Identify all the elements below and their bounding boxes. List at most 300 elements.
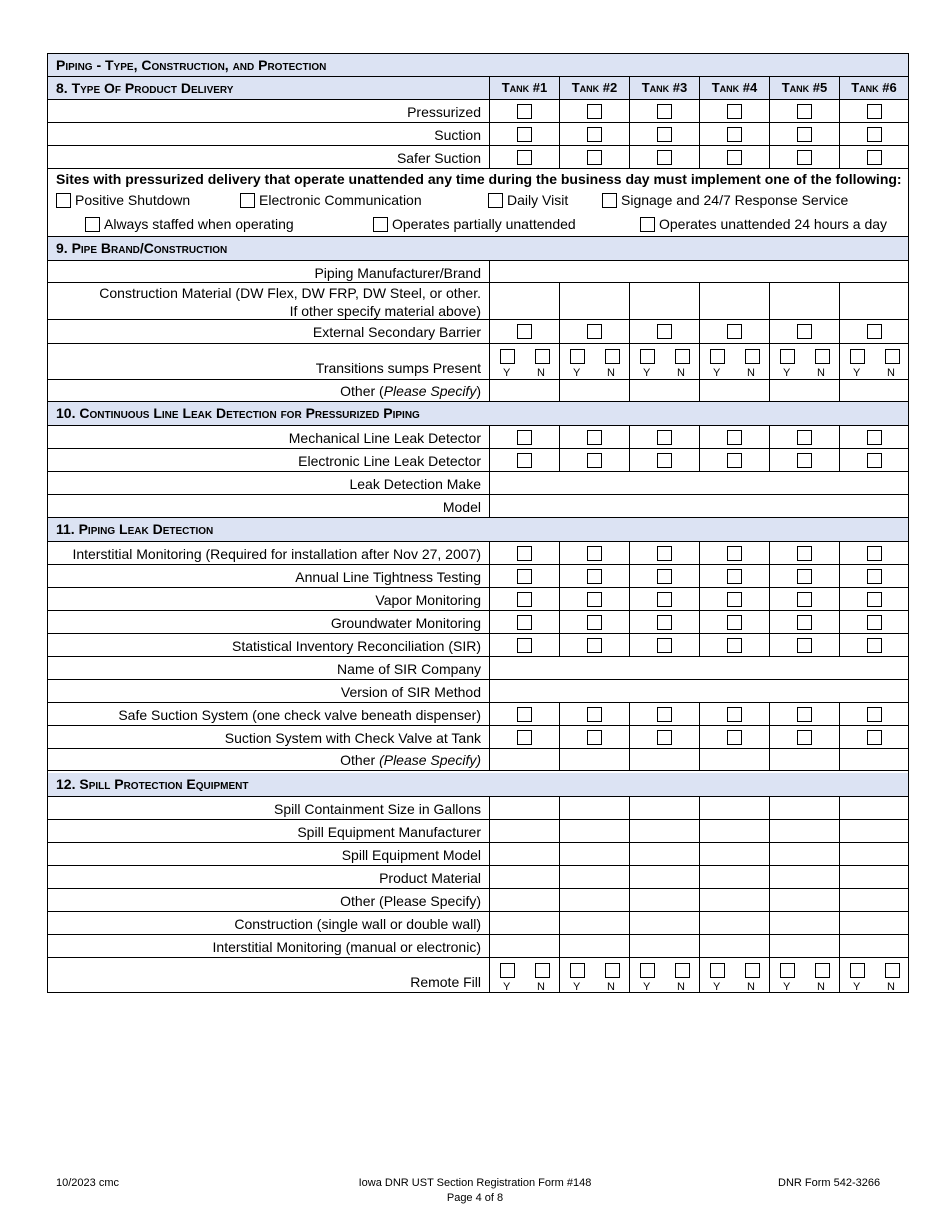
remote-fill-tank-1-no-checkbox[interactable] <box>535 963 550 978</box>
yes-label: Y <box>573 981 581 993</box>
groundwater-monitoring-tank-2-checkbox[interactable] <box>587 615 602 630</box>
positive-shutdown-checkbox[interactable] <box>56 193 71 208</box>
electronic-communication-option[interactable] <box>240 192 422 208</box>
section-11-header-title: 11. Piping Leak Detection <box>56 521 214 537</box>
unattended-24-hours-checkbox[interactable] <box>640 217 655 232</box>
leak-detection-other-italic: (Please Specify) <box>379 752 481 768</box>
spill-containment-size-tank-1-field[interactable] <box>489 797 559 819</box>
annual-line-tightness-tank-5-checkbox[interactable] <box>797 569 812 584</box>
signage-response-service-option[interactable] <box>602 192 848 208</box>
mechanical-lld-tank-4-checkbox[interactable] <box>727 430 742 445</box>
tank-5-cell <box>769 542 839 564</box>
vapor-monitoring-tank-4-checkbox[interactable] <box>727 592 742 607</box>
tank-3-cell <box>629 146 699 168</box>
tank-4-cell <box>699 634 769 656</box>
safer-suction-tank-3-checkbox[interactable] <box>657 150 672 165</box>
remote-fill-tank-5-yes-checkbox[interactable] <box>780 963 795 978</box>
construction-material-tank-1-field[interactable] <box>489 283 559 319</box>
pipe-other-tank-5-field[interactable] <box>769 380 839 401</box>
row-remote-fill <box>48 958 908 993</box>
footer-form-number: DNR Form 542-3266 <box>778 1177 881 1189</box>
electronic-lld-tank-1-checkbox[interactable] <box>517 453 532 468</box>
spill-containment-size-tank-6-field[interactable] <box>839 797 908 819</box>
unattended-options <box>48 169 908 237</box>
external-secondary-barrier-tank-6-checkbox[interactable] <box>867 324 882 339</box>
safer-suction-tank-6-checkbox[interactable] <box>867 150 882 165</box>
tank-cells <box>489 657 908 679</box>
remote-fill-tank-3-no-checkbox[interactable] <box>675 963 690 978</box>
spill-manufacturer-tank-5-field[interactable] <box>769 820 839 842</box>
sir-tank-4-checkbox[interactable] <box>727 638 742 653</box>
tank-3-cell <box>629 320 699 343</box>
annual-line-tightness-tank-1-checkbox[interactable] <box>517 569 532 584</box>
transition-sumps-tank-2-no-checkbox[interactable] <box>605 349 620 364</box>
vapor-monitoring-tank-6-checkbox[interactable] <box>867 592 882 607</box>
tank-4-cell <box>699 611 769 633</box>
construction-material-tank-3-field[interactable] <box>629 283 699 319</box>
suction-check-valve-tank-1-checkbox[interactable] <box>517 730 532 745</box>
suction-check-valve-tank-5-checkbox[interactable] <box>797 730 812 745</box>
row-spill-interstitial-monitoring <box>48 935 908 958</box>
sir-version-field[interactable] <box>489 680 908 702</box>
remote-fill-label: Remote Fill <box>410 974 481 990</box>
remote-fill-tank-4-yes-checkbox[interactable] <box>710 963 725 978</box>
spill-construction-label: Construction (single wall or double wall) <box>234 916 481 932</box>
transition-sumps-tank-6-no-checkbox[interactable] <box>885 349 900 364</box>
row-piping-manufacturer <box>48 260 908 283</box>
always-staffed-label: Always staffed when operating <box>104 216 294 232</box>
groundwater-monitoring-tank-1-checkbox[interactable] <box>517 615 532 630</box>
always-staffed-option[interactable] <box>85 216 294 232</box>
mechanical-lld-tank-3-checkbox[interactable] <box>657 430 672 445</box>
product-material-tank-6-field[interactable] <box>839 866 908 888</box>
row-vapor-monitoring <box>48 588 908 611</box>
spill-manufacturer-tank-1-field[interactable] <box>489 820 559 842</box>
annual-line-tightness-tank-3-checkbox[interactable] <box>657 569 672 584</box>
spill-other-tank-1-field[interactable] <box>489 889 559 911</box>
transition-sumps-label: Transitions sumps Present <box>315 360 481 376</box>
remote-fill-tank-5-no-checkbox[interactable] <box>815 963 830 978</box>
leak-detection-other-tank-4-field[interactable] <box>699 749 769 770</box>
unattended-24-hours-option[interactable] <box>640 216 887 232</box>
leak-detection-model-field[interactable] <box>489 495 908 517</box>
spill-construction-tank-6-field[interactable] <box>839 912 908 934</box>
section-header-title: Piping - Type, Construction, and Protection <box>56 57 327 73</box>
spill-other-tank-5-field[interactable] <box>769 889 839 911</box>
suction-tank-3-checkbox[interactable] <box>657 127 672 142</box>
tank-1-cell <box>489 726 559 748</box>
tank-cells <box>489 726 908 748</box>
product-material-tank-4-field[interactable] <box>699 866 769 888</box>
spill-containment-size-tank-2-field[interactable] <box>559 797 629 819</box>
safe-suction-system-tank-2-checkbox[interactable] <box>587 707 602 722</box>
suction-tank-4-checkbox[interactable] <box>727 127 742 142</box>
construction-material-tank-5-field[interactable] <box>769 283 839 319</box>
tank-4-cell <box>699 958 769 993</box>
spill-construction-tank-3-field[interactable] <box>629 912 699 934</box>
tank-5-header: Tank #5 <box>769 77 839 99</box>
annual-line-tightness-tank-4-checkbox[interactable] <box>727 569 742 584</box>
mechanical-lld-tank-6-checkbox[interactable] <box>867 430 882 445</box>
transition-sumps-tank-5-yes-checkbox[interactable] <box>780 349 795 364</box>
yes-label: Y <box>853 981 861 993</box>
pressurized-tank-3-checkbox[interactable] <box>657 104 672 119</box>
pressurized-tank-6-checkbox[interactable] <box>867 104 882 119</box>
tank-cells <box>489 889 908 911</box>
yes-label: Y <box>783 981 791 993</box>
interstitial-monitoring-tank-1-checkbox[interactable] <box>517 546 532 561</box>
no-label: N <box>747 367 755 379</box>
safer-suction-tank-5-checkbox[interactable] <box>797 150 812 165</box>
spill-model-tank-6-field[interactable] <box>839 843 908 865</box>
transition-sumps-tank-3-no-checkbox[interactable] <box>675 349 690 364</box>
row-interstitial-monitoring <box>48 542 908 565</box>
tank-cells <box>489 123 908 145</box>
spill-interstitial-monitoring-tank-6-field[interactable] <box>839 935 908 957</box>
spill-containment-size-tank-5-field[interactable] <box>769 797 839 819</box>
tank-3-cell <box>629 958 699 993</box>
electronic-lld-tank-2-checkbox[interactable] <box>587 453 602 468</box>
external-secondary-barrier-label: External Secondary Barrier <box>312 324 481 340</box>
daily-visit-checkbox[interactable] <box>488 193 503 208</box>
safer-suction-tank-1-checkbox[interactable] <box>517 150 532 165</box>
tank-4-cell <box>699 344 769 379</box>
interstitial-monitoring-label: Interstitial Monitoring (Required for installation after Nov 27, 2007) <box>72 546 481 562</box>
remote-fill-tank-2-no-checkbox[interactable] <box>605 963 620 978</box>
product-material-tank-5-field[interactable] <box>769 866 839 888</box>
yes-label: Y <box>643 367 651 379</box>
leak-detection-other-tank-3-field[interactable] <box>629 749 699 770</box>
tank-6-cell <box>839 100 908 122</box>
tank-cells <box>489 344 908 379</box>
pipe-other-tank-3-field[interactable] <box>629 380 699 401</box>
vapor-monitoring-tank-3-checkbox[interactable] <box>657 592 672 607</box>
pipe-other-tank-6-field[interactable] <box>839 380 908 401</box>
safe-suction-system-tank-4-checkbox[interactable] <box>727 707 742 722</box>
spill-model-tank-2-field[interactable] <box>559 843 629 865</box>
pipe-other-tank-4-field[interactable] <box>699 380 769 401</box>
suction-check-valve-tank-3-checkbox[interactable] <box>657 730 672 745</box>
sir-version-label: Version of SIR Method <box>340 684 481 700</box>
pressurized-tank-2-checkbox[interactable] <box>587 104 602 119</box>
interstitial-monitoring-tank-2-checkbox[interactable] <box>587 546 602 561</box>
no-label: N <box>537 981 545 993</box>
tank-2-cell <box>559 426 629 448</box>
spill-containment-size-label: Spill Containment Size in Gallons <box>274 801 481 817</box>
mechanical-lld-tank-5-checkbox[interactable] <box>797 430 812 445</box>
no-label: N <box>607 367 615 379</box>
transition-sumps-tank-1-yes-checkbox[interactable] <box>500 349 515 364</box>
spill-manufacturer-label: Spill Equipment Manufacturer <box>297 824 481 840</box>
groundwater-monitoring-tank-6-checkbox[interactable] <box>867 615 882 630</box>
safe-suction-system-tank-3-checkbox[interactable] <box>657 707 672 722</box>
annual-line-tightness-label: Annual Line Tightness Testing <box>295 569 481 585</box>
interstitial-monitoring-tank-3-checkbox[interactable] <box>657 546 672 561</box>
tank-6-cell <box>839 426 908 448</box>
row-safer-suction <box>48 146 908 169</box>
tank-4-cell <box>699 449 769 471</box>
spill-model-tank-1-field[interactable] <box>489 843 559 865</box>
construction-material-tank-2-field[interactable] <box>559 283 629 319</box>
tank-cells <box>489 426 908 448</box>
tank-1-cell <box>489 542 559 564</box>
suction-tank-2-checkbox[interactable] <box>587 127 602 142</box>
spill-interstitial-monitoring-tank-1-field[interactable] <box>489 935 559 957</box>
external-secondary-barrier-tank-1-checkbox[interactable] <box>517 324 532 339</box>
electronic-communication-checkbox[interactable] <box>240 193 255 208</box>
tank-2-cell <box>559 565 629 587</box>
product-material-tank-1-field[interactable] <box>489 866 559 888</box>
positive-shutdown-label: Positive Shutdown <box>75 192 191 208</box>
tank-5-cell <box>769 611 839 633</box>
transition-sumps-tank-3-yes-checkbox[interactable] <box>640 349 655 364</box>
suction-tank-6-checkbox[interactable] <box>867 127 882 142</box>
positive-shutdown-option[interactable] <box>56 192 190 208</box>
annual-line-tightness-tank-2-checkbox[interactable] <box>587 569 602 584</box>
external-secondary-barrier-tank-4-checkbox[interactable] <box>727 324 742 339</box>
pressurized-tank-1-checkbox[interactable] <box>517 104 532 119</box>
leak-detection-other-tank-5-field[interactable] <box>769 749 839 770</box>
spill-other-tank-4-field[interactable] <box>699 889 769 911</box>
tank-4-cell <box>699 542 769 564</box>
suction-tank-1-checkbox[interactable] <box>517 127 532 142</box>
spill-construction-tank-1-field[interactable] <box>489 912 559 934</box>
spill-interstitial-monitoring-tank-2-field[interactable] <box>559 935 629 957</box>
transition-sumps-tank-6-yes-checkbox[interactable] <box>850 349 865 364</box>
tank-6-cell <box>839 320 908 343</box>
section-11-header <box>48 518 908 542</box>
tank-6-cell <box>839 958 908 993</box>
footer-revision: 10/2023 cmc <box>56 1177 119 1189</box>
groundwater-monitoring-tank-5-checkbox[interactable] <box>797 615 812 630</box>
pressurized-tank-5-checkbox[interactable] <box>797 104 812 119</box>
piping-manufacturer-label: Piping Manufacturer/Brand <box>314 265 481 281</box>
spill-other-tank-3-field[interactable] <box>629 889 699 911</box>
remote-fill-tank-2-yes-checkbox[interactable] <box>570 963 585 978</box>
spill-interstitial-monitoring-tank-3-field[interactable] <box>629 935 699 957</box>
tank-3-cell <box>629 344 699 379</box>
construction-material-tank-4-field[interactable] <box>699 283 769 319</box>
leak-detection-other-tank-1-field[interactable] <box>489 749 559 770</box>
electronic-lld-tank-4-checkbox[interactable] <box>727 453 742 468</box>
product-material-tank-3-field[interactable] <box>629 866 699 888</box>
row-annual-line-tightness <box>48 565 908 588</box>
no-label: N <box>607 981 615 993</box>
sir-tank-6-checkbox[interactable] <box>867 638 882 653</box>
tank-1-cell <box>489 123 559 145</box>
tank-6-cell <box>839 449 908 471</box>
interstitial-monitoring-tank-6-checkbox[interactable] <box>867 546 882 561</box>
safe-suction-system-tank-1-checkbox[interactable] <box>517 707 532 722</box>
tank-6-cell <box>839 703 908 725</box>
electronic-lld-tank-6-checkbox[interactable] <box>867 453 882 468</box>
spill-model-tank-3-field[interactable] <box>629 843 699 865</box>
sir-tank-3-checkbox[interactable] <box>657 638 672 653</box>
tank-3-cell <box>629 449 699 471</box>
daily-visit-option[interactable] <box>488 192 568 208</box>
spill-interstitial-monitoring-label: Interstitial Monitoring (manual or electronic) <box>212 939 481 955</box>
tank-5-cell <box>769 588 839 610</box>
external-secondary-barrier-tank-2-checkbox[interactable] <box>587 324 602 339</box>
partially-unattended-option[interactable] <box>373 216 576 232</box>
tank-4-cell <box>699 588 769 610</box>
pressurized-label: Pressurized <box>407 104 481 120</box>
sir-tank-5-checkbox[interactable] <box>797 638 812 653</box>
spill-manufacturer-tank-2-field[interactable] <box>559 820 629 842</box>
spill-containment-size-tank-4-field[interactable] <box>699 797 769 819</box>
yes-label: Y <box>503 367 511 379</box>
tank-4-header: Tank #4 <box>699 77 769 99</box>
safer-suction-tank-4-checkbox[interactable] <box>727 150 742 165</box>
section-10-header-title: 10. Continuous Line Leak Detection for Pressurized Piping <box>56 405 420 421</box>
row-sir-company <box>48 657 908 680</box>
spill-construction-tank-4-field[interactable] <box>699 912 769 934</box>
suction-check-valve-tank-4-checkbox[interactable] <box>727 730 742 745</box>
tank-5-cell <box>769 426 839 448</box>
electronic-lld-tank-3-checkbox[interactable] <box>657 453 672 468</box>
tank-1-cell <box>489 611 559 633</box>
interstitial-monitoring-tank-5-checkbox[interactable] <box>797 546 812 561</box>
transition-sumps-tank-2-yes-checkbox[interactable] <box>570 349 585 364</box>
tank-4-cell <box>699 703 769 725</box>
suction-tank-5-checkbox[interactable] <box>797 127 812 142</box>
tank-2-cell <box>559 703 629 725</box>
electronic-lld-tank-5-checkbox[interactable] <box>797 453 812 468</box>
yes-label: Y <box>853 367 861 379</box>
pipe-other-tank-2-field[interactable] <box>559 380 629 401</box>
tank-5-cell <box>769 449 839 471</box>
suction-check-valve-label: Suction System with Check Valve at Tank <box>224 730 481 746</box>
external-secondary-barrier-tank-3-checkbox[interactable] <box>657 324 672 339</box>
spill-construction-tank-2-field[interactable] <box>559 912 629 934</box>
tank-6-cell <box>839 565 908 587</box>
tank-cells <box>489 146 908 168</box>
tank-cells <box>489 380 908 401</box>
remote-fill-tank-3-yes-checkbox[interactable] <box>640 963 655 978</box>
tank-6-cell <box>839 344 908 379</box>
tank-5-cell <box>769 320 839 343</box>
tank-4-cell <box>699 565 769 587</box>
yes-label: Y <box>503 981 511 993</box>
row-spill-model <box>48 843 908 866</box>
spill-manufacturer-tank-3-field[interactable] <box>629 820 699 842</box>
partially-unattended-label: Operates partially unattended <box>392 216 576 232</box>
vapor-monitoring-tank-5-checkbox[interactable] <box>797 592 812 607</box>
product-material-tank-2-field[interactable] <box>559 866 629 888</box>
daily-visit-label: Daily Visit <box>507 192 569 208</box>
vapor-monitoring-tank-1-checkbox[interactable] <box>517 592 532 607</box>
tank-5-cell <box>769 958 839 993</box>
tank-1-cell <box>489 100 559 122</box>
groundwater-monitoring-tank-3-checkbox[interactable] <box>657 615 672 630</box>
spill-containment-size-tank-3-field[interactable] <box>629 797 699 819</box>
always-staffed-checkbox[interactable] <box>85 217 100 232</box>
remote-fill-tank-1-yes-checkbox[interactable] <box>500 963 515 978</box>
safe-suction-system-tank-5-checkbox[interactable] <box>797 707 812 722</box>
remote-fill-tank-6-yes-checkbox[interactable] <box>850 963 865 978</box>
section-10-header <box>48 402 908 426</box>
spill-interstitial-monitoring-tank-4-field[interactable] <box>699 935 769 957</box>
tank-cells <box>489 77 908 99</box>
piping-manufacturer-field[interactable] <box>489 261 908 282</box>
pipe-other-italic: Please Specify <box>383 383 477 399</box>
annual-line-tightness-tank-6-checkbox[interactable] <box>867 569 882 584</box>
pressurized-tank-4-checkbox[interactable] <box>727 104 742 119</box>
tank-3-cell <box>629 611 699 633</box>
transition-sumps-tank-4-yes-checkbox[interactable] <box>710 349 725 364</box>
mechanical-lld-tank-1-checkbox[interactable] <box>517 430 532 445</box>
leak-detection-other-label <box>48 751 481 769</box>
sir-company-field[interactable] <box>489 657 908 679</box>
tank-3-cell <box>629 426 699 448</box>
tank-3-cell <box>629 726 699 748</box>
tank-4-cell <box>699 146 769 168</box>
sir-tank-1-checkbox[interactable] <box>517 638 532 653</box>
tank-5-cell <box>769 703 839 725</box>
spill-other-tank-6-field[interactable] <box>839 889 908 911</box>
tank-cells <box>489 542 908 564</box>
tank-cells <box>489 320 908 343</box>
spill-construction-tank-5-field[interactable] <box>769 912 839 934</box>
leak-detection-make-field[interactable] <box>489 472 908 494</box>
construction-material-note: If other specify material above) <box>289 303 481 319</box>
pipe-other-tank-1-field[interactable] <box>489 380 559 401</box>
tank-4-cell <box>699 726 769 748</box>
transition-sumps-tank-4-no-checkbox[interactable] <box>745 349 760 364</box>
sir-label: Statistical Inventory Reconciliation (SIR) <box>232 638 481 654</box>
mechanical-lld-tank-2-checkbox[interactable] <box>587 430 602 445</box>
tank-5-cell <box>769 344 839 379</box>
construction-material-tank-6-field[interactable] <box>839 283 908 319</box>
tank-6-cell <box>839 542 908 564</box>
interstitial-monitoring-tank-4-checkbox[interactable] <box>727 546 742 561</box>
spill-model-tank-4-field[interactable] <box>699 843 769 865</box>
vapor-monitoring-tank-2-checkbox[interactable] <box>587 592 602 607</box>
remote-fill-tank-4-no-checkbox[interactable] <box>745 963 760 978</box>
tank-3-cell <box>629 100 699 122</box>
leak-detection-other-tank-2-field[interactable] <box>559 749 629 770</box>
tank-3-cell <box>629 542 699 564</box>
spill-model-label: Spill Equipment Model <box>341 847 481 863</box>
transition-sumps-tank-1-no-checkbox[interactable] <box>535 349 550 364</box>
safer-suction-label: Safer Suction <box>396 150 481 166</box>
transition-sumps-tank-5-no-checkbox[interactable] <box>815 349 830 364</box>
groundwater-monitoring-tank-4-checkbox[interactable] <box>727 615 742 630</box>
sir-tank-2-checkbox[interactable] <box>587 638 602 653</box>
tank-cells <box>489 797 908 819</box>
partially-unattended-checkbox[interactable] <box>373 217 388 232</box>
spill-model-tank-5-field[interactable] <box>769 843 839 865</box>
spill-interstitial-monitoring-tank-5-field[interactable] <box>769 935 839 957</box>
safe-suction-system-tank-6-checkbox[interactable] <box>867 707 882 722</box>
spill-other-tank-2-field[interactable] <box>559 889 629 911</box>
leak-detection-other-tank-6-field[interactable] <box>839 749 908 770</box>
pipe-other-label <box>48 382 481 400</box>
leak-detection-other-prefix: Other <box>340 752 380 768</box>
external-secondary-barrier-tank-5-checkbox[interactable] <box>797 324 812 339</box>
suction-check-valve-tank-6-checkbox[interactable] <box>867 730 882 745</box>
safer-suction-tank-2-checkbox[interactable] <box>587 150 602 165</box>
tank-cells <box>489 843 908 865</box>
tank-2-cell <box>559 100 629 122</box>
tank-1-cell <box>489 588 559 610</box>
remote-fill-tank-6-no-checkbox[interactable] <box>885 963 900 978</box>
suction-check-valve-tank-2-checkbox[interactable] <box>587 730 602 745</box>
spill-manufacturer-tank-6-field[interactable] <box>839 820 908 842</box>
signage-response-service-checkbox[interactable] <box>602 193 617 208</box>
spill-manufacturer-tank-4-field[interactable] <box>699 820 769 842</box>
tank-2-cell <box>559 726 629 748</box>
